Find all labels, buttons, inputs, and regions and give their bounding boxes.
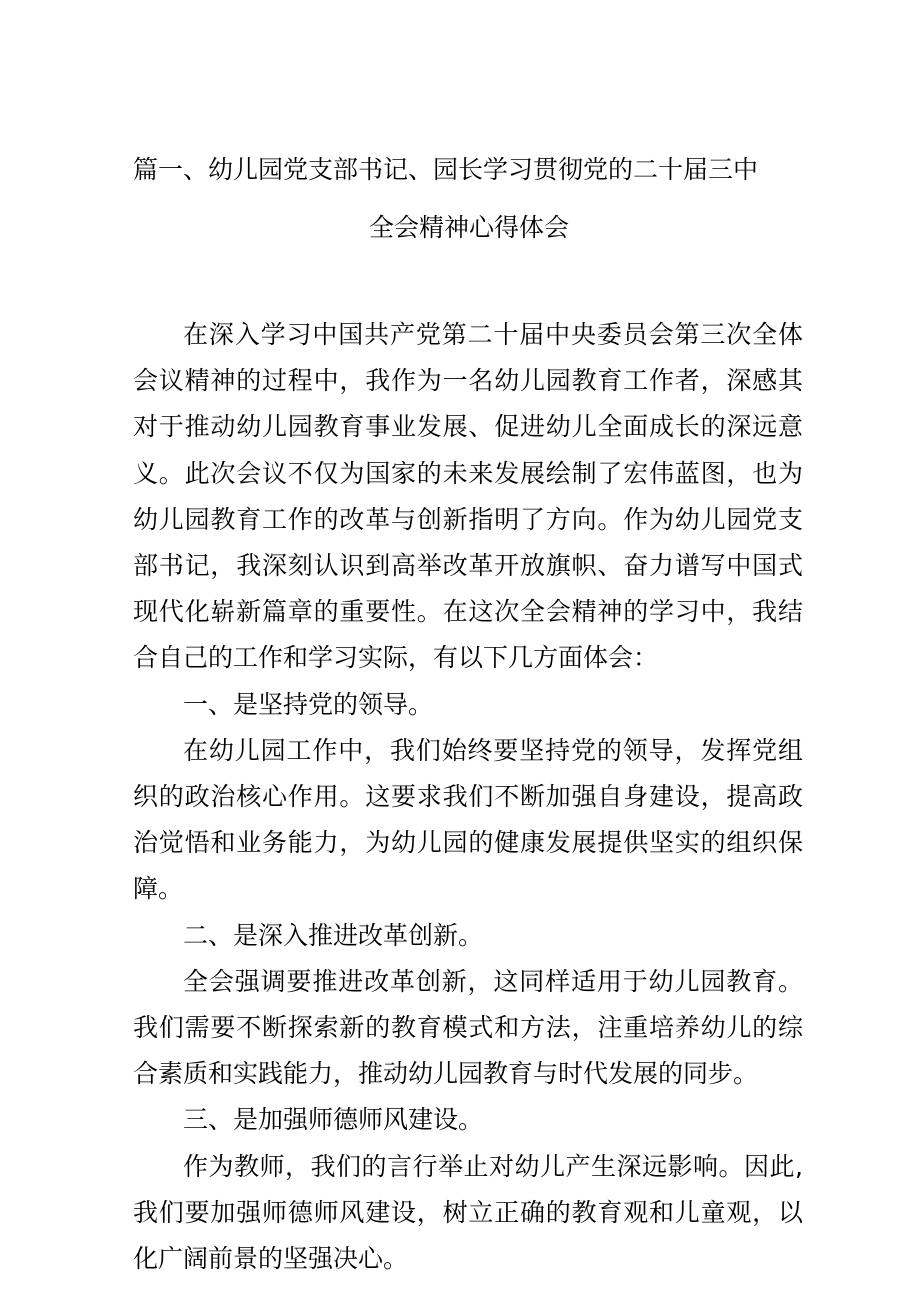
section-paragraph-2: 全会强调要推进改革创新，这同样适用于幼儿园教育。我们需要不断探索新的教育模式和方法，注重培养幼儿的综合素质和实践能力，推动幼儿园教育与时代发展的同步。	[133, 966, 803, 1089]
document-title-line-1: 篇一、幼儿园党支部书记、园长学习贯彻党的二十届三中	[133, 155, 759, 184]
section-paragraph-1: 在幼儿园工作中，我们始终要坚持党的领导，发挥党组织的政治核心作用。这要求我们不断加强自身建设，提高政治觉悟和业务能力，为幼儿园的健康发展提供坚实的组织保障。	[133, 735, 803, 904]
section-heading-2: 二、是深入推进改革创新。	[183, 920, 484, 950]
document-body	[133, 312, 803, 1282]
section-heading-3: 三、是加强师德师风建设。	[183, 1105, 484, 1135]
section-heading-1: 一、是坚持党的领导。	[183, 689, 434, 719]
document-title-line-2: 全会精神心得体会	[369, 213, 570, 242]
section-paragraph-3: 作为教师，我们的言行举止对幼儿产生深远影响。因此,我们要加强师德师风建设，树立正确的教育观和儿童观，以化广阔前景的坚强决心。	[133, 1151, 803, 1274]
intro-paragraph: 在深入学习中国共产党第二十届中央委员会第三次全体会议精神的过程中，我作为一名幼儿园教育工作者，深感其对于推动幼儿园教育事业发展、促进幼儿全面成长的深远意义。此次会议不仅为国家的未来发展绘制了宏伟蓝图，也为幼儿园教育工作的改革与创新指明了方向。作为幼儿园党支部书记，我深刻认识到高举改革开放旗帜、奋力谱写中国式现代化崭新篇章的重要性。在这次全会精神的学习中，我结合自己的工作和学习实际，有以下几方面体会：	[133, 320, 803, 673]
